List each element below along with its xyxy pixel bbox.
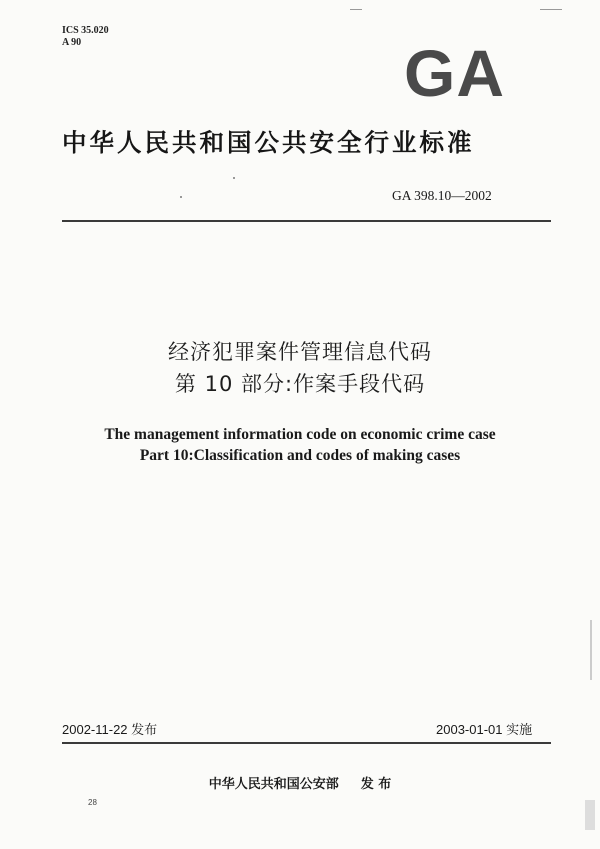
bottom-divider	[62, 742, 551, 744]
class-code: A 90	[62, 37, 82, 48]
scan-speck	[233, 177, 235, 179]
en-title-line2: Part 10:Classification and codes of making cases	[139, 447, 461, 464]
standard-category-title: 中华人民共和国公共安全行业标准	[62, 128, 475, 157]
cn-title-line2: 第 10 部分:作案手段代码	[174, 372, 426, 396]
issuer-name: 中华人民共和国公安部	[208, 777, 339, 792]
ga-logo: GA	[404, 36, 505, 110]
page-number: 28	[88, 798, 97, 807]
scan-edge	[590, 620, 592, 680]
ics-classification	[62, 25, 109, 49]
issue-date: 2002-11-22 发布	[62, 722, 158, 737]
top-divider	[62, 220, 551, 222]
cn-title-line1: 经济犯罪案件管理信息代码	[168, 340, 432, 364]
effective-date: 2003-01-01 实施	[436, 722, 533, 737]
issuer-line	[0, 776, 600, 794]
scan-edge	[585, 800, 595, 830]
standard-number: GA 398.10—2002	[392, 188, 492, 203]
en-title-line1: The management information code on economic crime case	[104, 426, 496, 443]
scan-speck	[540, 9, 562, 10]
issue-word: 发 布	[360, 777, 392, 792]
scan-speck	[350, 9, 362, 10]
scan-speck	[180, 196, 182, 198]
ics-code: ICS 35.020	[62, 25, 109, 36]
